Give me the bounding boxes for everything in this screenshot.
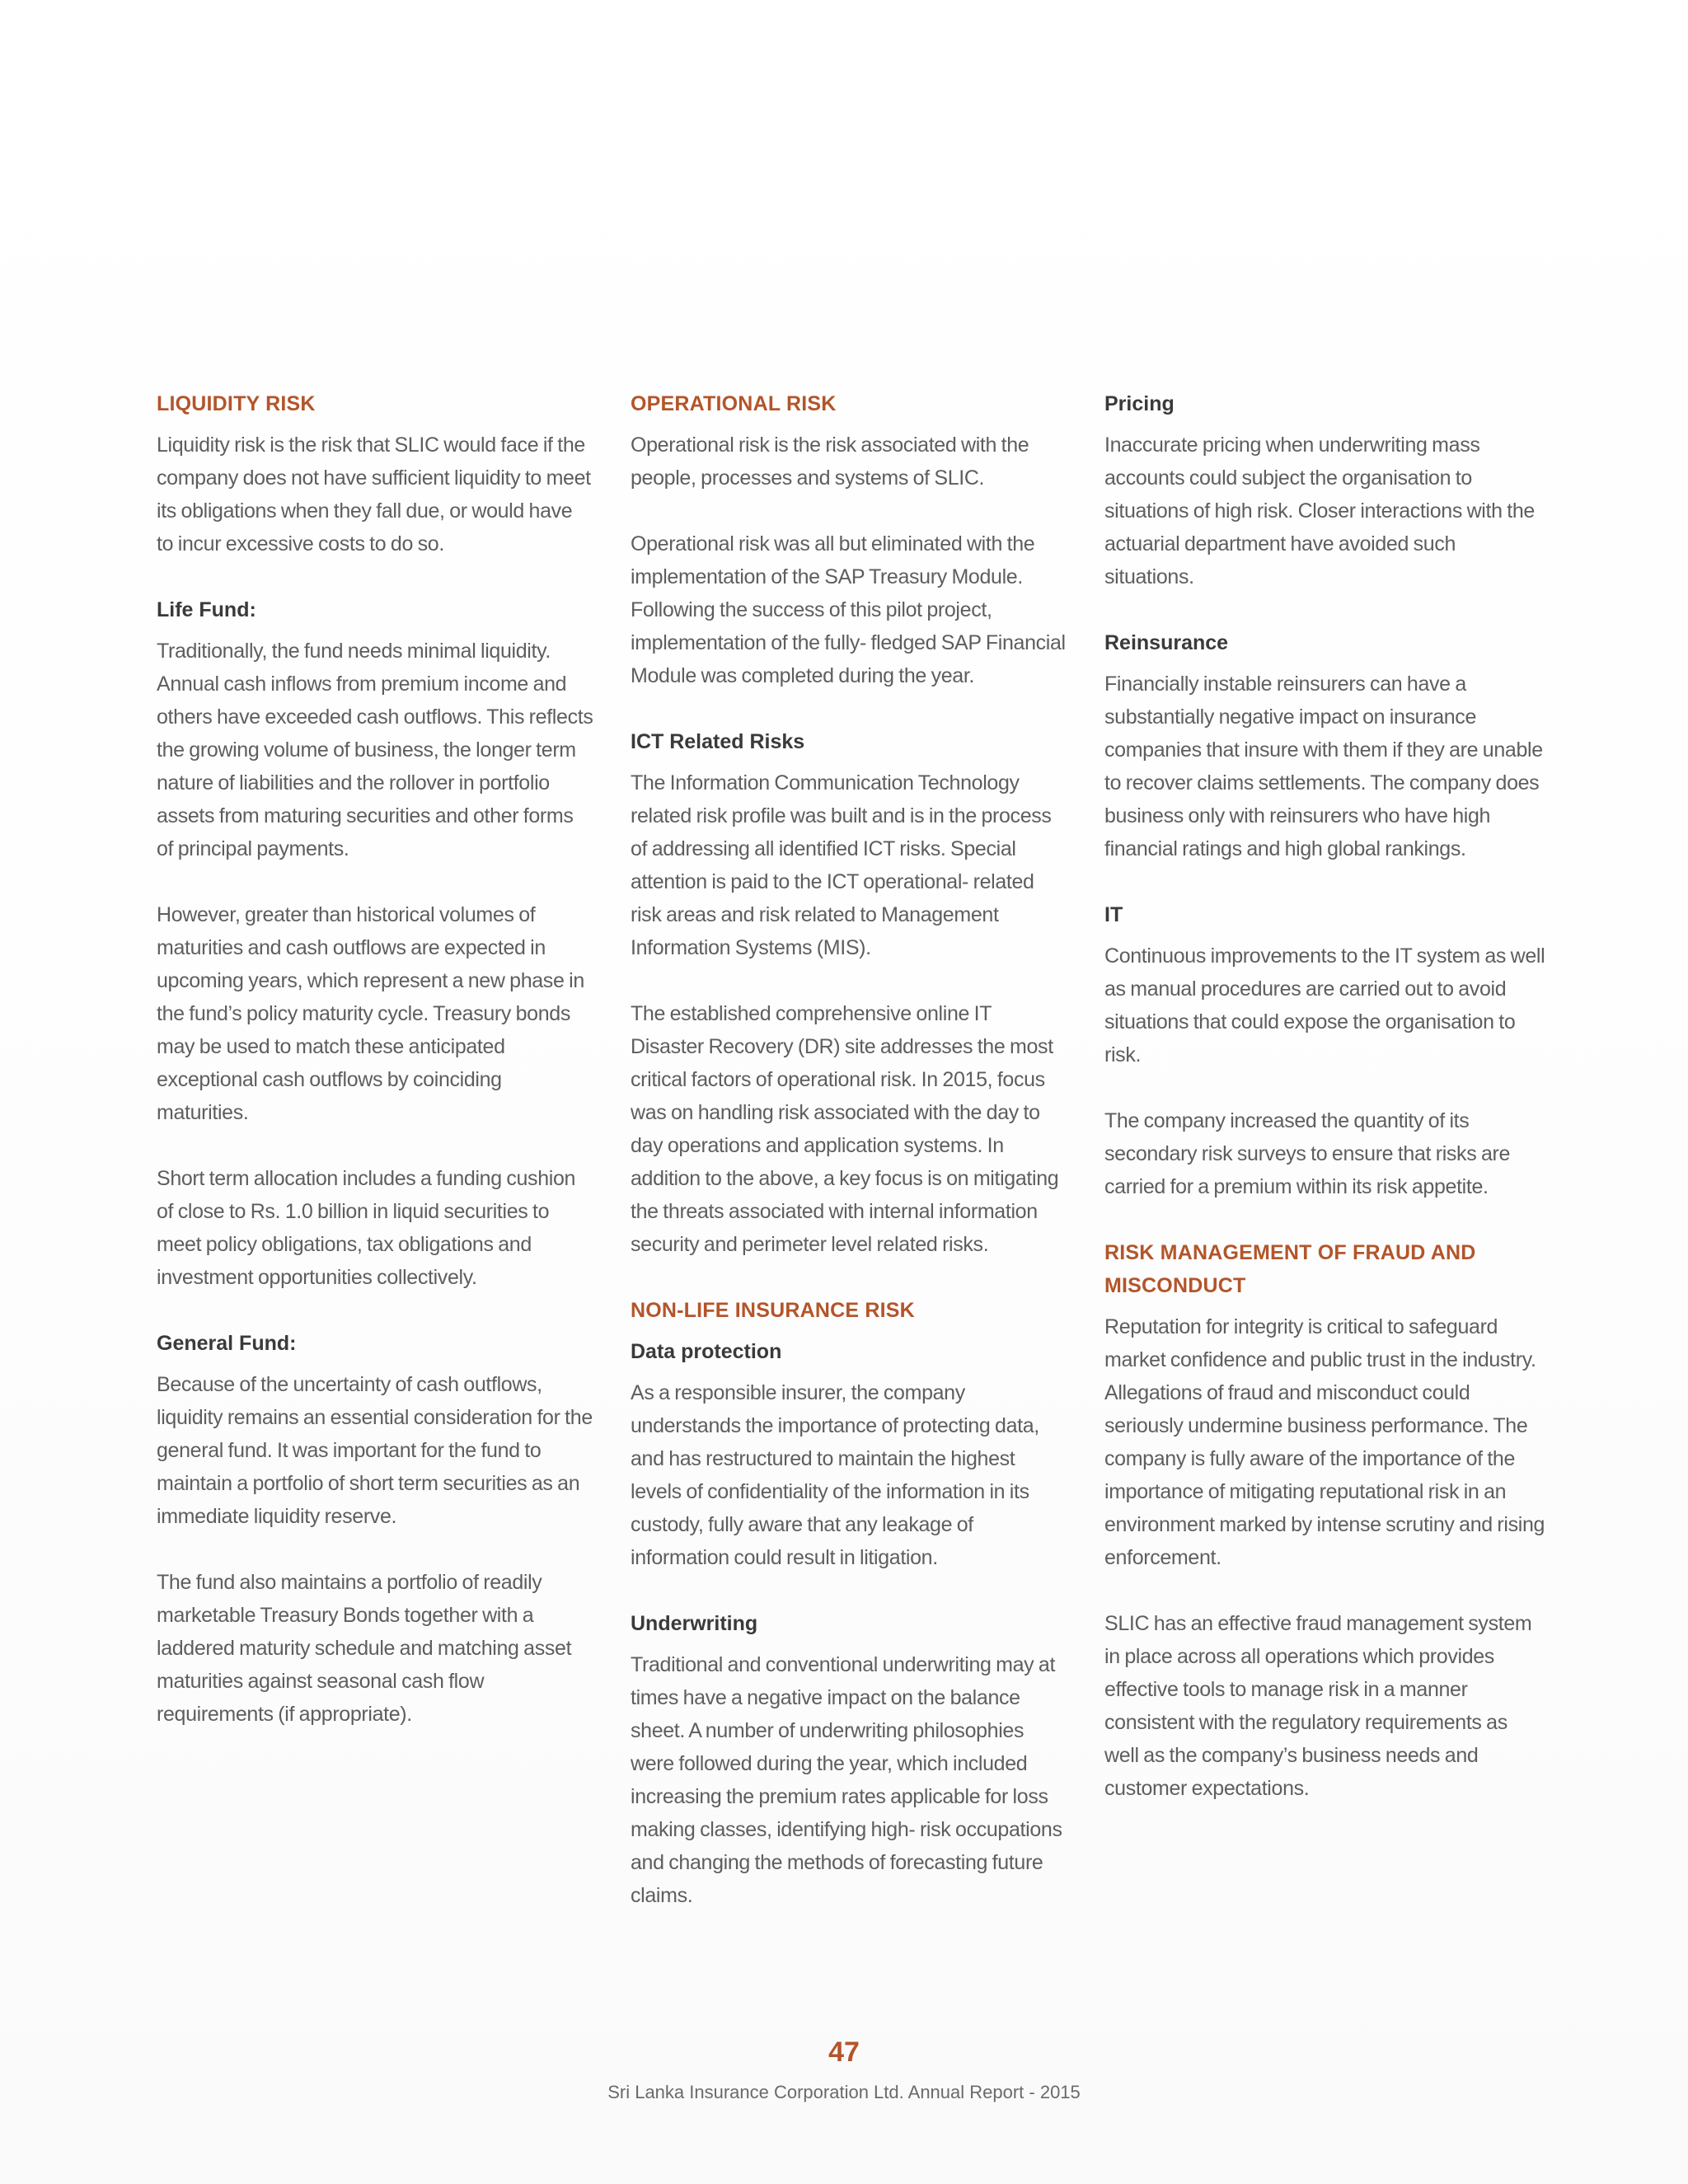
pricing-heading: Pricing	[1104, 392, 1175, 415]
ict-risks-paragraph-1: The Information Communication Technology related risk profile was built and is in the process of addressing all identified ICT risks. Special attention is paid to the ICT operational- related risk areas and risk related to Management Information Systems (MIS).	[631, 771, 1052, 959]
ict-risks-paragraph-2: The established comprehensive online IT Disaster Recovery (DR) site addresses the most critical factors of operational risk. In 2015, focus was on handling risk associated with the day to day operations and application systems. In addition to the above, a key focus is on mitigating the threats associated with internal information security and perimeter level related risks.	[631, 1002, 1059, 1256]
general-fund-heading: General Fund:	[157, 1332, 297, 1355]
general-fund-paragraph-1: Because of the uncertainty of cash outflows, liquidity remains an essential consideration for the general fund. It was important for the fund to maintain a portfolio of short term securities as an immediate liquidity reserve.	[157, 1373, 593, 1528]
column-middle	[631, 387, 1067, 1912]
column-right	[1104, 387, 1545, 1805]
non-life-insurance-risk-heading: NON-LIFE INSURANCE RISK	[631, 1299, 915, 1322]
fraud-misconduct-paragraph-2: SLIC has an effective fraud management system in place across all operations which provides effective tools to manage risk in a manner consistent with the regulatory requirements as well as the company’s business needs and customer expectations.	[1104, 1612, 1532, 1800]
fraud-misconduct-heading: RISK MANAGEMENT OF FRAUD AND MISCONDUCT	[1104, 1241, 1476, 1297]
data-protection-heading: Data protection	[631, 1340, 782, 1363]
life-fund-paragraph-1: Traditionally, the fund needs minimal liquidity. Annual cash inflows from premium income and others have exceeded cash outflows. This reflects the growing volume of business, the longer term nature of liabilities and the rollover in portfolio assets from maturing securities and other forms of principal payments.	[157, 640, 593, 860]
data-protection-paragraph: As a responsible insurer, the company understands the importance of protecting data, and has restructured to maintain the highest levels of confidentiality of the information in its custody, fully aware that any leakage of information could result in litigation.	[631, 1381, 1039, 1569]
ict-risks-heading: ICT Related Risks	[631, 730, 805, 753]
it-paragraph-2: The company increased the quantity of its secondary risk surveys to ensure that risks are carried for a premium within its risk appetite.	[1104, 1109, 1511, 1198]
it-paragraph-1: Continuous improvements to the IT system as well as manual procedures are carried out to avoid situations that could expose the organisation to risk.	[1104, 944, 1545, 1066]
fraud-misconduct-paragraph-1: Reputation for integrity is critical to safeguard market confidence and public trust in the industry. Allegations of fraud and misconduct could seriously undermine business performance. The company is fully aware of the importance of the importance of mitigating reputational risk in an environment marked by intense scrutiny and rising enforcement.	[1104, 1315, 1545, 1569]
operational-risk-heading: OPERATIONAL RISK	[631, 392, 837, 415]
operational-risk-paragraph-2: Operational risk was all but eliminated with the implementation of the SAP Treasury Module. Following the success of this pilot project, implementation of the fully- fledged SAP Financial Module was completed during the year.	[631, 532, 1066, 687]
underwriting-heading: Underwriting	[631, 1612, 758, 1635]
page-number: 47	[828, 2036, 860, 2068]
liquidity-risk-paragraph: Liquidity risk is the risk that SLIC would face if the company does not have sufficient liquidity to meet its obligations when they fall due, or would have to incur excessive costs to do so.	[157, 434, 591, 555]
column-left	[157, 387, 593, 1731]
liquidity-risk-heading: LIQUIDITY RISK	[157, 392, 316, 415]
general-fund-paragraph-2: The fund also maintains a portfolio of readily marketable Treasury Bonds together with a laddered maturity schedule and matching asset maturities against seasonal cash flow requirements (if appropriate).	[157, 1571, 572, 1726]
life-fund-paragraph-3: Short term allocation includes a funding cushion of close to Rs. 1.0 billion in liquid securities to meet policy obligations, tax obligations and investment opportunities collectively.	[157, 1167, 576, 1289]
pricing-paragraph: Inaccurate pricing when underwriting mass accounts could subject the organisation to situations of high risk. Closer interactions with the actuarial department have avoided such situations.	[1104, 434, 1535, 588]
underwriting-paragraph: Traditional and conventional underwriting may at times have a negative impact on the balance sheet. A number of underwriting philosophies were followed during the year, which included increasing the premium rates applicable for loss making classes, identifying high- risk occupations and changing the methods of forecasting future claims.	[631, 1653, 1062, 1907]
it-heading: IT	[1104, 903, 1123, 926]
life-fund-paragraph-2: However, greater than historical volumes of maturities and cash outflows are expected in upcoming years, which represent a new phase in the fund’s policy maturity cycle. Treasury bonds may be used to match these anticipated exceptional cash outflows by coinciding maturities.	[157, 903, 584, 1124]
operational-risk-paragraph-1: Operational risk is the risk associated with the people, processes and systems of SLIC.	[631, 434, 1029, 490]
report-footer-title: Sri Lanka Insurance Corporation Ltd. Annual Report - 2015	[607, 2082, 1081, 2102]
life-fund-heading: Life Fund:	[157, 598, 256, 621]
reinsurance-paragraph: Financially instable reinsurers can have a substantially negative impact on insurance companies that insure with them if they are unable to recover claims settlements. The company does business only with reinsurers who have high financial ratings and high global rankings.	[1104, 673, 1543, 860]
reinsurance-heading: Reinsurance	[1104, 631, 1229, 654]
